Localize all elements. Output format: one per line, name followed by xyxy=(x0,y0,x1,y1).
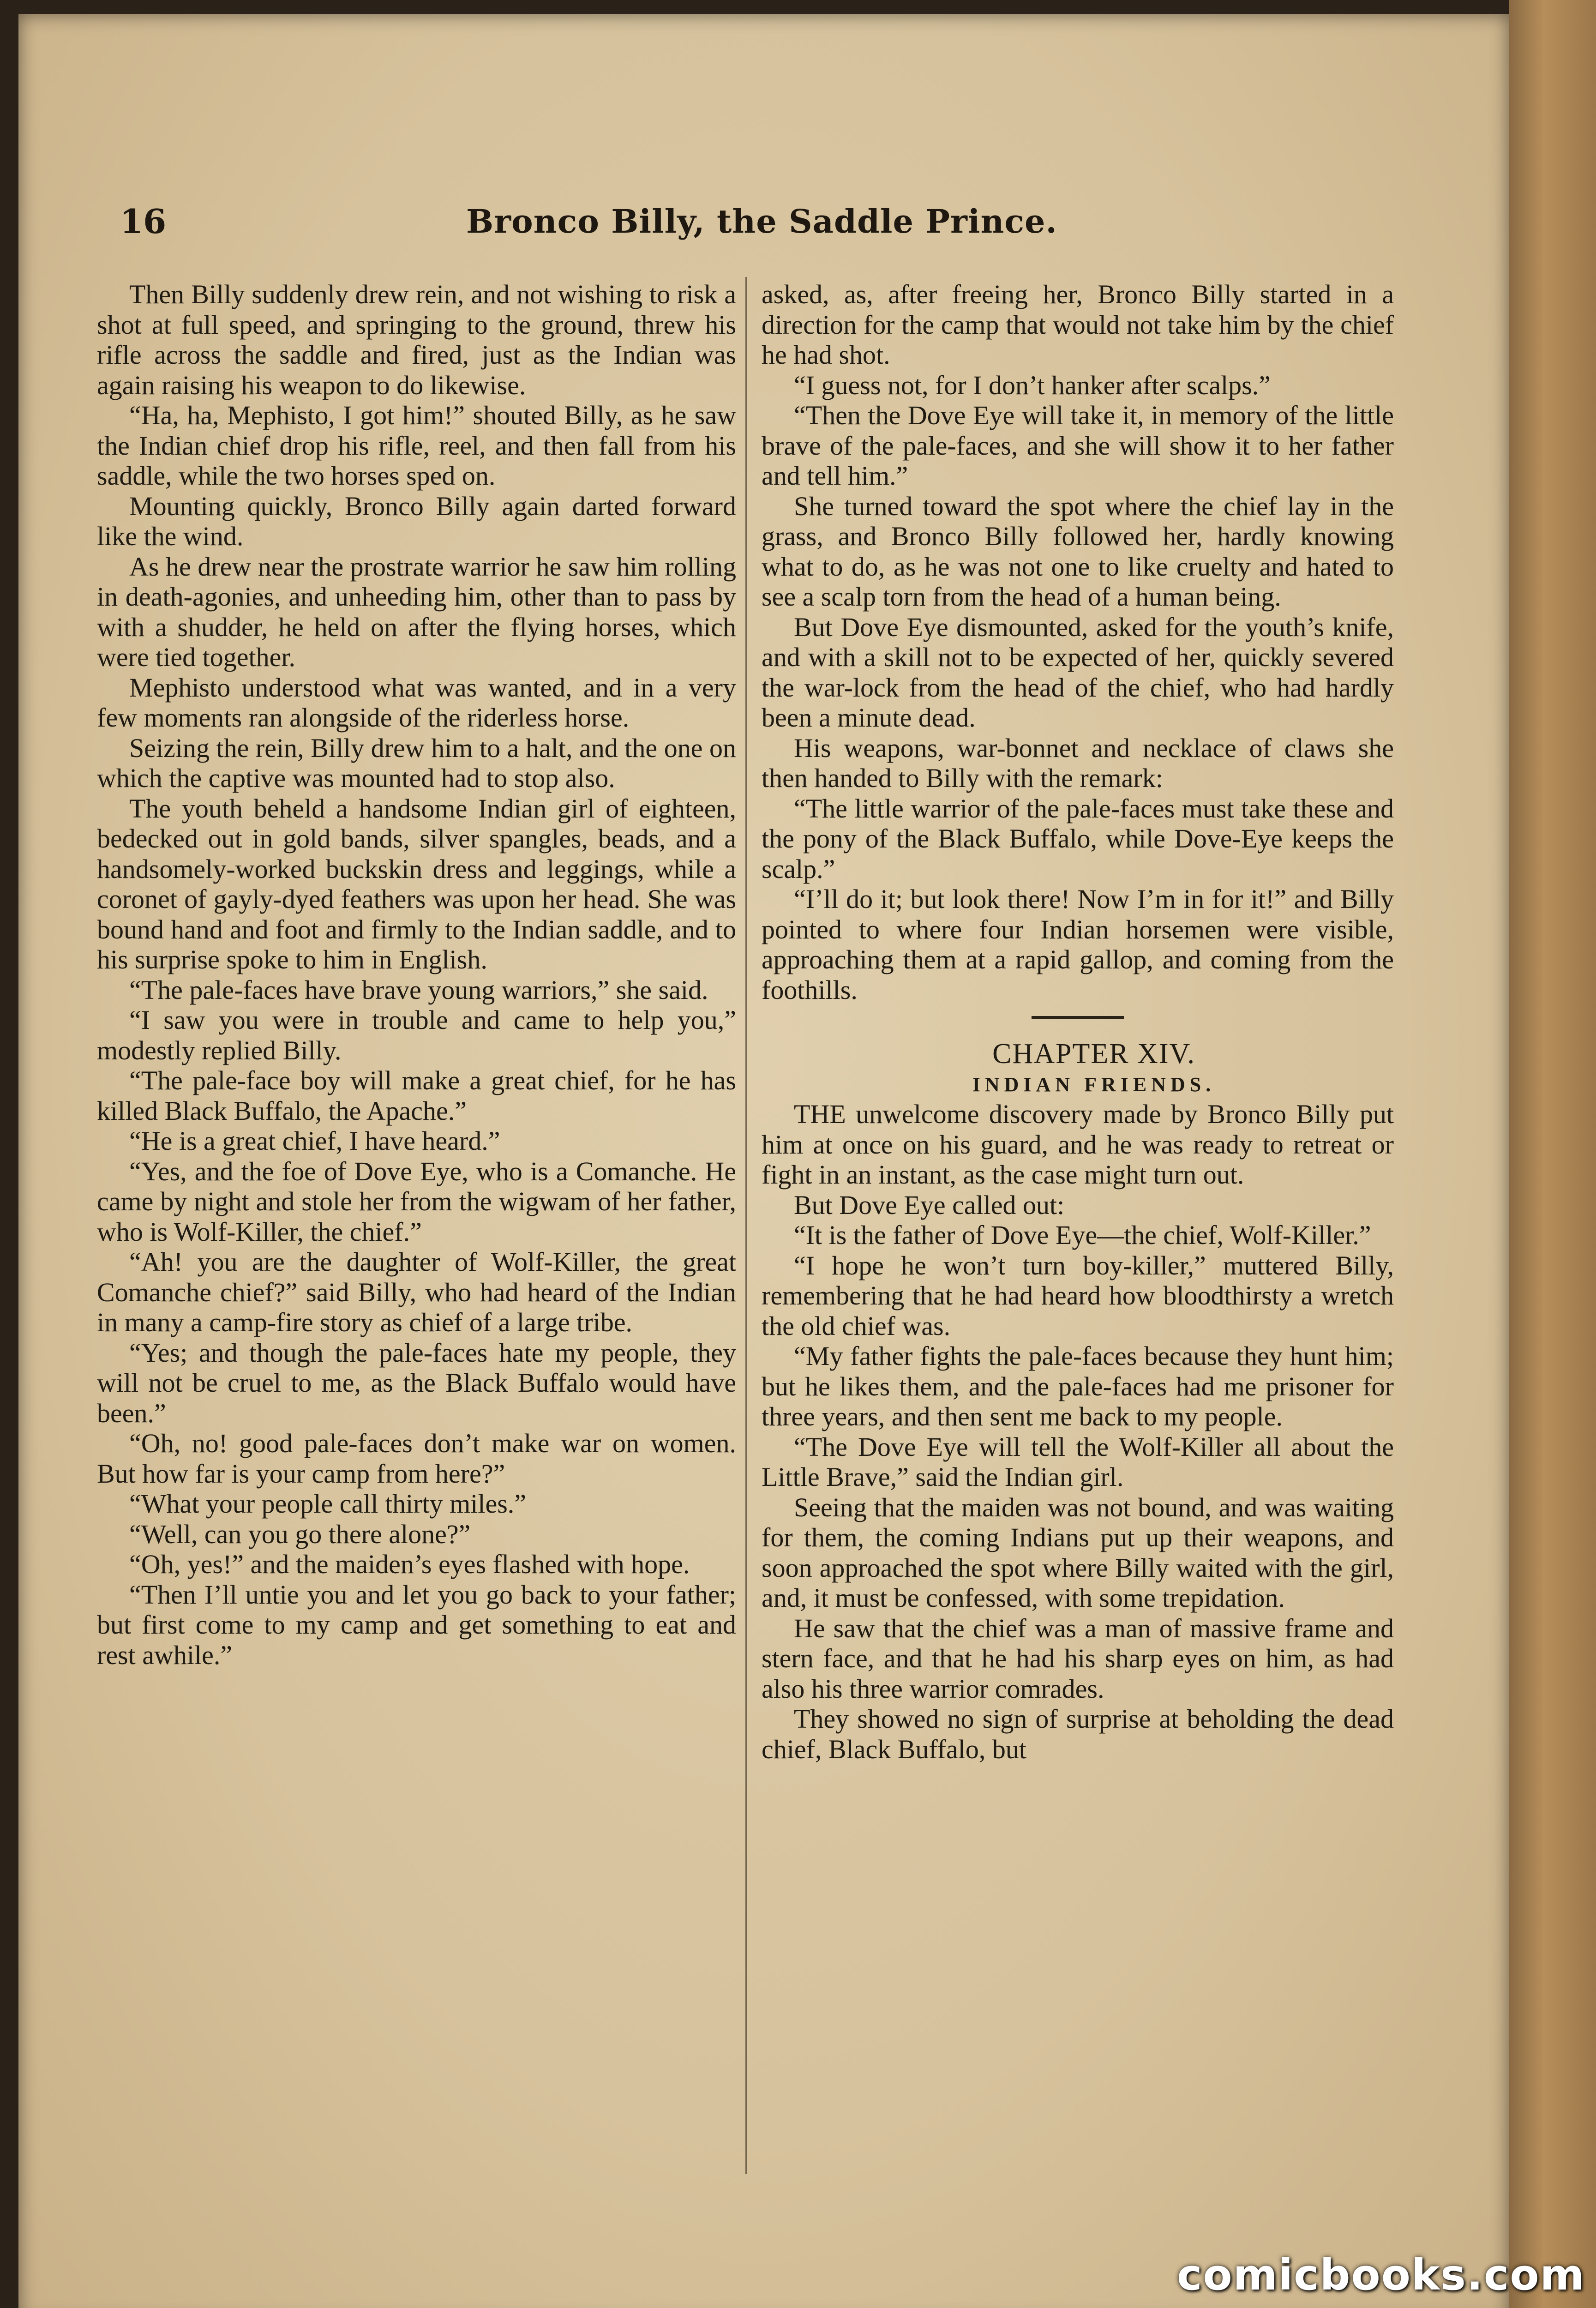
paragraph: “The little warrior of the pale-faces must take these and the pony of the Black Buffalo, while Dove-Eye keeps the scalp.” xyxy=(762,793,1394,884)
paragraph: Mephisto understood what was wanted, and in a very few moments ran alongside of the riderless horse. xyxy=(97,672,736,733)
paragraph: They showed no sign of surprise at beholding the dead chief, Black Buffalo, but xyxy=(762,1704,1394,1764)
paragraph: “The pale-faces have brave young warriors,” she said. xyxy=(129,974,708,1005)
left-column xyxy=(97,279,736,1670)
paragraph: He saw that the chief was a man of massive frame and stern face, and that he had his sharp eyes on him, as had also his three warrior comrades. xyxy=(762,1613,1394,1704)
chapter-subheading: INDIAN FRIENDS. xyxy=(972,1073,1216,1096)
watermark: comicbooks.com xyxy=(1177,2250,1585,2300)
chapter-heading: CHAPTER XIV. xyxy=(992,1038,1195,1070)
book-spine-edge xyxy=(1509,0,1596,2308)
paragraph: THE unwelcome discovery made by Bronco Billy put him at once on his guard, and he was ready to retreat or fight in an instant, as the case might turn out. xyxy=(762,1099,1394,1190)
paragraph: “Yes; and though the pale-faces hate my people, they will not be cruel to me, as the Black Buffalo would have been.” xyxy=(97,1337,736,1428)
paragraph: “I hope he won’t turn boy-killer,” muttered Billy, remembering that he had heard how bloodthirsty a wretch the old chief was. xyxy=(762,1250,1394,1341)
paragraph: “Then I’ll untie you and let you go back to your father; but first come to my camp and get something to eat and rest awhile.” xyxy=(97,1579,736,1670)
paragraph: “I guess not, for I don’t hanker after scalps.” xyxy=(794,370,1271,400)
paragraph: As he drew near the prostrate warrior he saw him rolling in death-agonies, and unheeding him, other than to pass by with a shudder, he held on after the flying horses, which were tied together. xyxy=(97,551,736,672)
paragraph: asked, as, after freeing her, Bronco Billy started in a direction for the camp that would not take him by the chief he had shot. xyxy=(762,279,1394,370)
paragraph: “I’ll do it; but look there! Now I’m in for it!” and Billy pointed to where four Indian horsemen were visible, approaching them at a rapid gallop, and coming from the foothills. xyxy=(762,884,1394,1005)
paragraph: “The Dove Eye will tell the Wolf-Killer all about the Little Brave,” said the Indian girl. xyxy=(762,1431,1394,1492)
page-header xyxy=(106,196,1398,247)
paragraph: “Yes, and the foe of Dove Eye, who is a Comanche. He came by night and stole her from the wigwam of her father, who is Wolf-Killer, the chief.” xyxy=(97,1156,736,1247)
paragraph: She turned toward the spot where the chief lay in the grass, and Bronco Billy followed her, hardly knowing what to do, as he was not one to like cruelty and hated to see a scalp torn from the head of a human being. xyxy=(762,491,1394,612)
paragraph: “He is a great chief, I have heard.” xyxy=(129,1126,500,1156)
running-title: Bronco Billy, the Saddle Prince. xyxy=(466,202,1057,240)
paragraph: “It is the father of Dove Eye—the chief, Wolf-Killer.” xyxy=(794,1220,1371,1250)
paragraph: “My father fights the pale-faces because they hunt him; but he likes them, and the pale-faces had me prisoner for three years, and then sent me back to my people. xyxy=(762,1341,1394,1431)
paragraph: Seeing that the maiden was not bound, and was waiting for them, the coming Indians put up their weapons, and soon approached the spot where Billy waited with the girl, and, it must be confessed, with some trepidation. xyxy=(762,1492,1394,1613)
paragraph: Seizing the rein, Billy drew him to a halt, and the one on which the captive was mounted had to stop also. xyxy=(97,733,736,793)
paragraph: “What your people call thirty miles.” xyxy=(129,1489,527,1519)
paragraph: “Ha, ha, Mephisto, I got him!” shouted Billy, as he saw the Indian chief drop his rifle, reel, and then fall from his saddle, while the two horses sped on. xyxy=(97,400,736,491)
page-number: 16 xyxy=(120,202,167,241)
paragraph: “The pale-face boy will make a great chief, for he has killed Black Buffalo, the Apache.” xyxy=(97,1065,736,1126)
paragraph: “Then the Dove Eye will take it, in memory of the little brave of the pale-faces, and she will show it to her father and tell him.” xyxy=(762,400,1394,491)
paragraph: “I saw you were in trouble and came to help you,” modestly replied Billy. xyxy=(97,1005,736,1065)
paragraph: Mounting quickly, Bronco Billy again darted forward like the wind. xyxy=(97,491,736,551)
paragraph: “Ah! you are the daughter of Wolf-Killer, the great Comanche chief?” said Billy, who had heard of the Indian in many a camp-fire story as chief of a large tribe. xyxy=(97,1247,736,1337)
paragraph: The youth beheld a handsome Indian girl of eighteen, bedecked out in gold bands, silver spangles, beads, and a handsomely-worked buckskin dress and leggings, while a coronet of gayly-dyed feathers was upon her head. She was bound hand and foot and firmly to the Indian saddle, and to his surprise spoke to him in English. xyxy=(97,793,736,974)
right-column xyxy=(762,279,1394,1764)
paragraph: But Dove Eye dismounted, asked for the youth’s knife, and with a skill not to be expected of her, quickly severed the war-lock from the head of the chief, who had hardly been a minute dead. xyxy=(762,612,1394,733)
column-divider xyxy=(745,277,747,2174)
paragraph: “Oh, no! good pale-faces don’t make war on women. But how far is your camp from here?” xyxy=(97,1428,736,1489)
paragraph: His weapons, war-bonnet and necklace of claws she then handed to Billy with the remark: xyxy=(762,733,1394,793)
paragraph: But Dove Eye called out: xyxy=(794,1190,1065,1220)
paragraph: Then Billy suddenly drew rein, and not wishing to risk a shot at full speed, and springing to the ground, threw his rifle across the saddle and fired, just as the Indian was again raising his weapon to do likewise. xyxy=(97,279,736,400)
paragraph: “Oh, yes!” and the maiden’s eyes flashed with hope. xyxy=(129,1549,690,1579)
paragraph: “Well, can you go there alone?” xyxy=(129,1519,471,1549)
chapter-rule xyxy=(1032,1016,1124,1019)
